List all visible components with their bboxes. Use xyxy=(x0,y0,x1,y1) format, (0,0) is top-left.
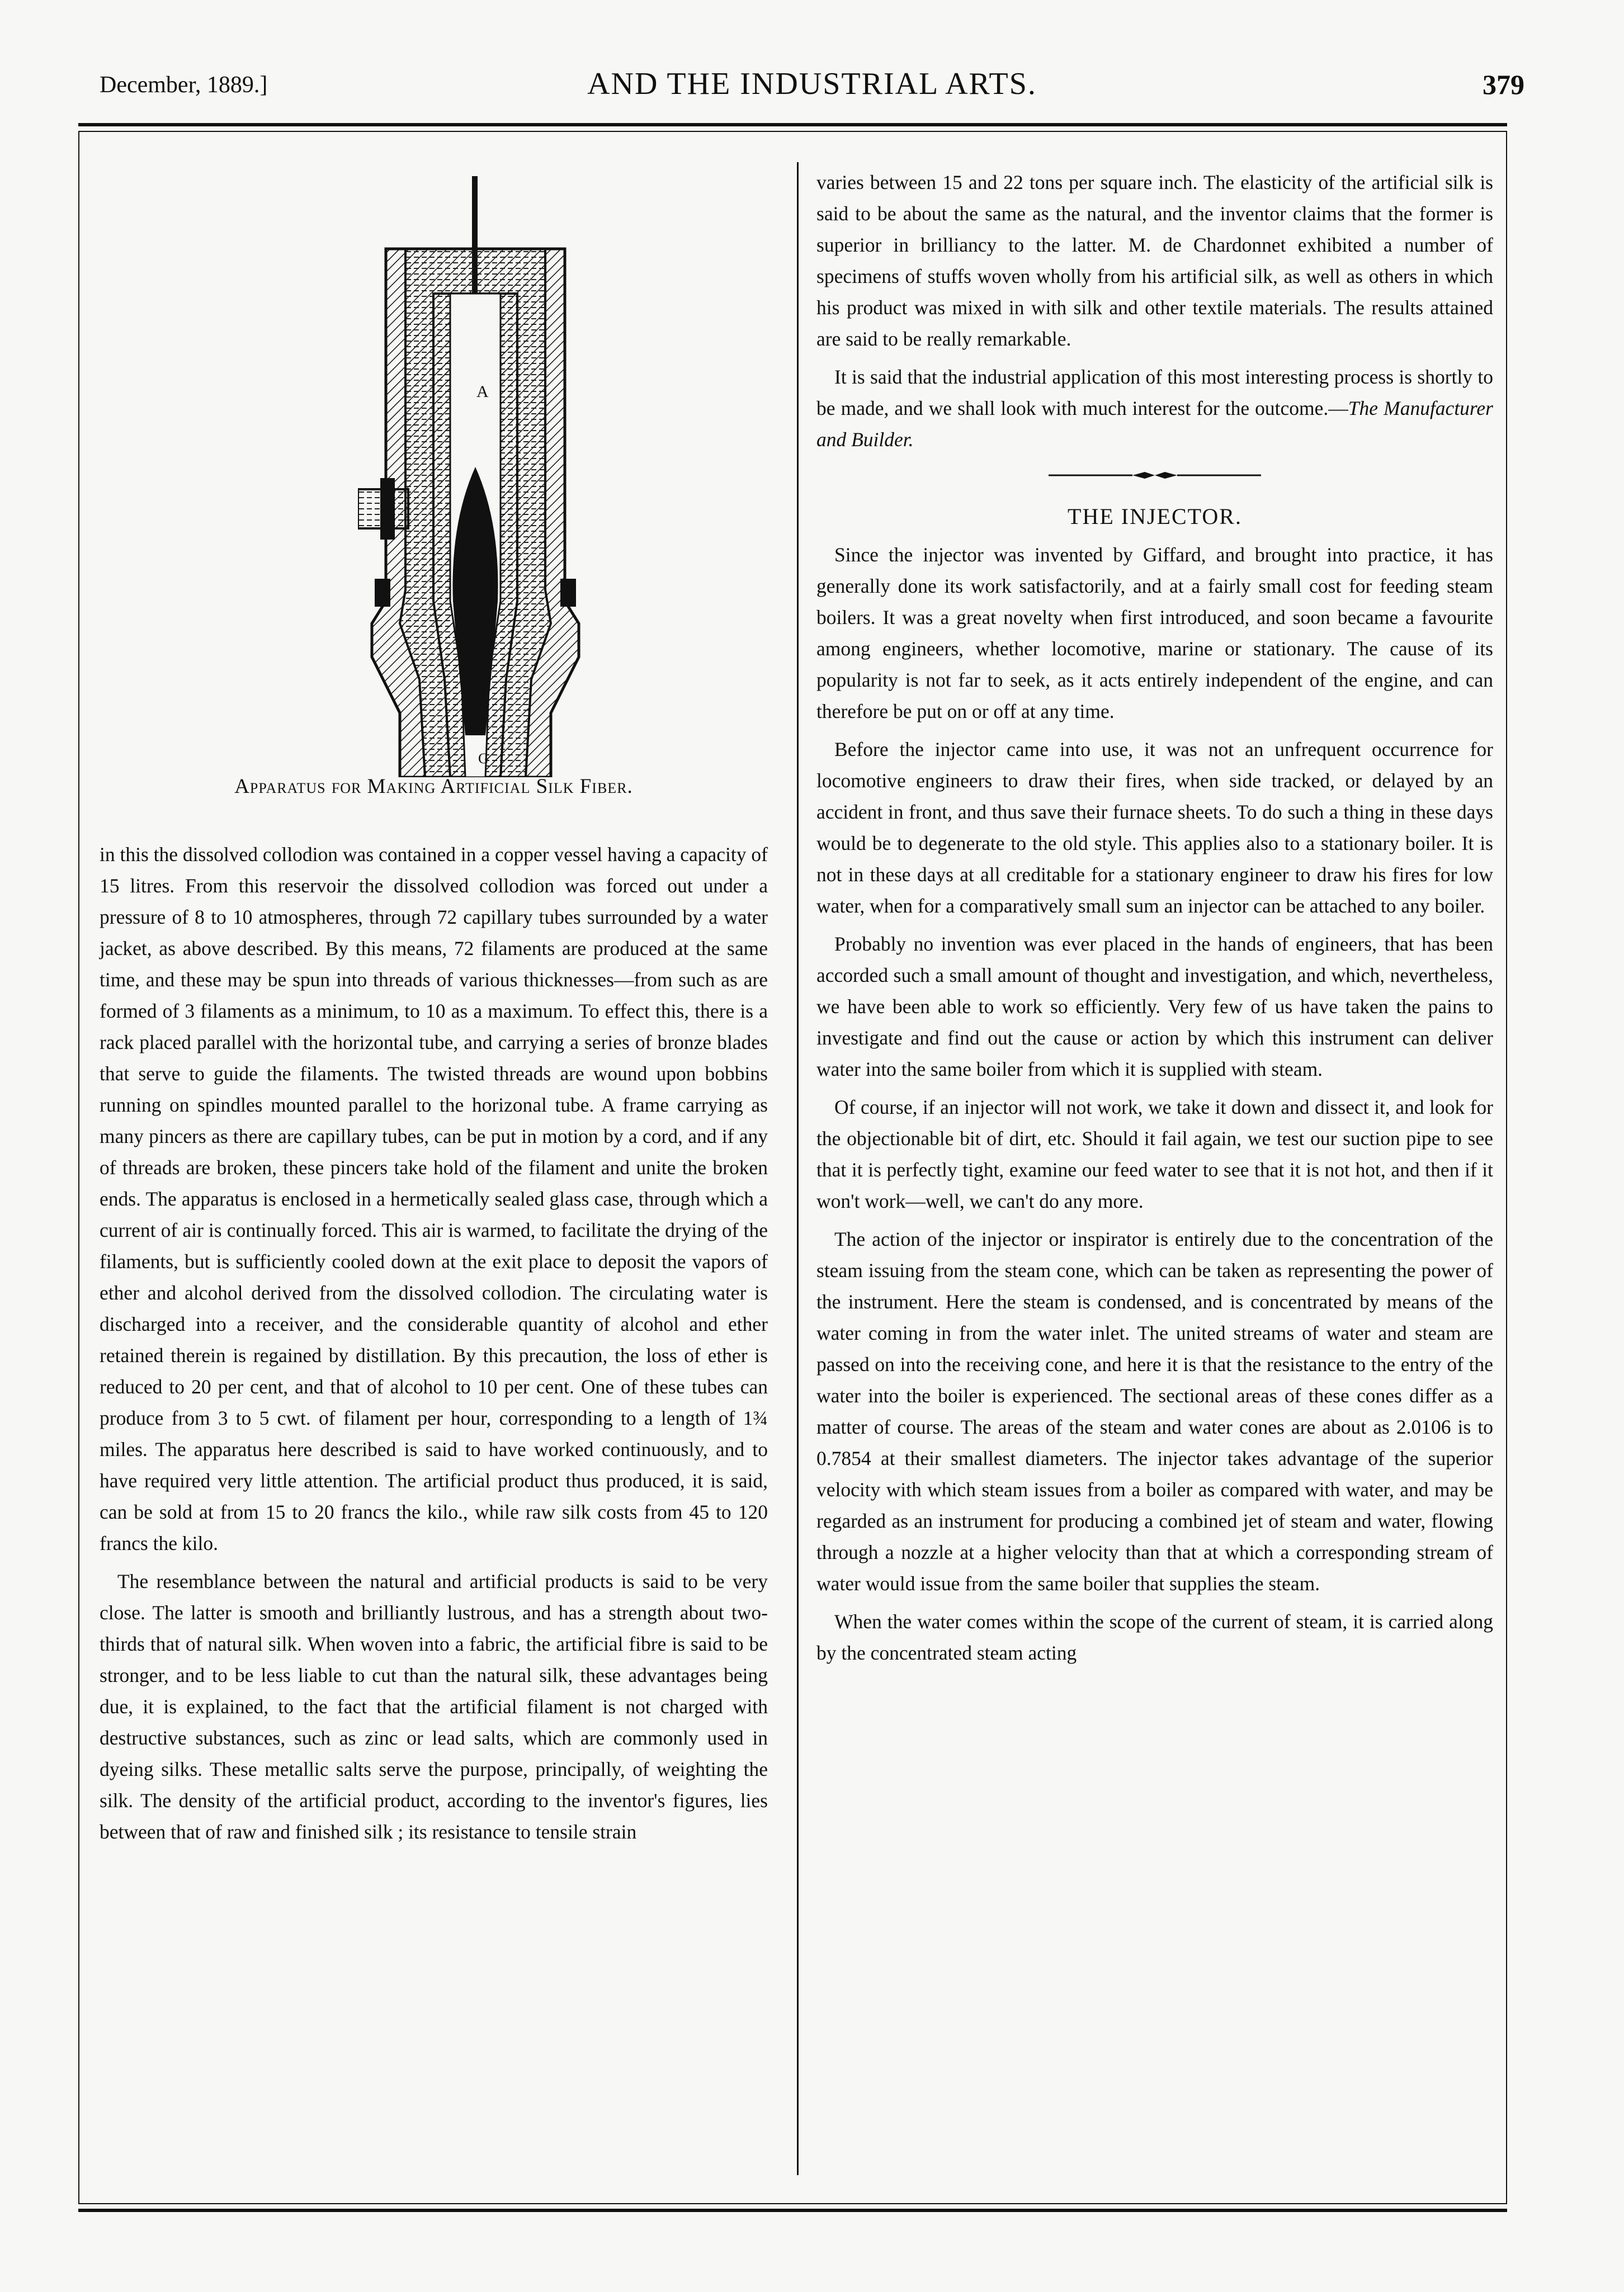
top-rule-thick xyxy=(78,123,1507,126)
figure-caption: Apparatus for Making Artificial Silk Fiber. xyxy=(234,775,633,798)
page-number: 379 xyxy=(1483,69,1524,100)
apparatus-illustration xyxy=(358,176,593,777)
paragraph: varies between 15 and 22 tons per square inch. The elasticity of the artificial silk is said to be about the same as the natural, and the inventor claims that the former is superior in brilliancy to the latter. M. de Chardonnet exhibited a number of specimens of stuffs woven wholly from his artificial silk, as well as others in which his product was mixed in with silk and other textile materials. The results attained are said to be really remarkable. xyxy=(816,171,1493,350)
paragraph: in this the dissolved collodion was contained in a copper vessel having a capacity of 15 litres. From this reservoir the dissolved collodion was forced out under a pressure of 8 to 10 atmospheres, through 72 capillary tubes surrounded by a water jacket, as above described. By this means, 72 filaments are produced at the same time, and these may be spun into threads of various thicknesses—from such as are formed of 3 filaments as a minimum, to 10 as a maximum. To effect this, there is a rack placed parallel with the horizontal tube, and carrying a series of bronze blades that serve to guide the filaments. The twisted threads are wound upon bobbins running on spindles mounted parallel to the horizonal tube. A frame carrying as many pincers as there are capillary tubes, can be put in motion by a cord, and if any of threads are broken, these pincers take hold of the filament and unite the broken ends. The apparatus is enclosed in a hermetically sealed glass case, through which a current of air is continually forced. This air is warmed, to facilitate the drying of the filaments, but is sufficiently cooled down at the exit place to deposit the vapors of ether and alcohol derived from the dissolved collodion. The circulating water is discharged into a receiver, and the considerable quantity of alcohol and ether retained therein is regained by distillation. By this precaution, the loss of ether is reduced to 20 per cent, and that of alcohol to 10 per cent. One of these tubes can produce from 3 to 5 cwt. of filament per hour, corresponding to a length of 1¾ miles. The apparatus here described is said to have worked continuously, and to have required very little attention. The artificial product thus produced, it is said, can be sold at from 15 to 20 francs the kilo., while raw silk costs from 45 to 120 francs the kilo. xyxy=(100,843,768,1554)
section-ornament xyxy=(1049,470,1261,481)
label-a: A xyxy=(476,382,489,401)
paragraph: Before the injector came into use, it was not an unfrequent occurrence for locomotive engineers to draw their fires, when side tracked, or delayed by an accident in front, and thus save their furnace sheets. To do such a thing in these days would be to degenerate to the old style. This applies also to a stationary boiler. It is not in these days at all creditable for a stationary engineer to draw his fires for low water, when for a comparatively small sum an injector can be attached to any boiler. xyxy=(816,738,1493,917)
label-g: G xyxy=(478,750,489,767)
top-rule-thin xyxy=(78,131,1507,132)
left-bolt xyxy=(375,579,390,607)
column-divider xyxy=(797,162,799,2175)
source-citation: The Manufacturer and Builder. xyxy=(816,397,1494,451)
side-flange xyxy=(380,478,395,540)
right-bolt xyxy=(560,579,576,607)
paragraph: Since the injector was invented by Giffard, and brought into practice, it has generally done its work satisfactorily, and at a fairly small cost for feeding steam boilers. It was a great novelty when first introduced, and soon became a favourite among engineers, whether locomotive, marine or stationary. The cause of its popularity is not far to seek, as it acts entirely independent of the engine, and can therefore be put on or off at any time. xyxy=(816,544,1493,722)
bottom-rule-thin xyxy=(78,2203,1507,2204)
paragraph: The action of the injector or inspirator is entirely due to the concentration of the steam issuing from the steam cone, which can be taken as representing the power of the instrument. Here the steam is condensed, and is concentrated by means of the water coming in from the water inlet. The united streams of water and steam are passed on into the receiving cone, and here it is that the resistance to the entry of the water into the boiler is experienced. The sectional areas of these cones differ as a matter of course. The areas of the steam and water cones are about as 2.0106 is to 0.7854 at their smallest diameters. The injector takes advantage of the superior velocity with which steam issues from a boiler as compared with water, and may be regarded as an instrument for producing a combined jet of steam and water, flowing through a nozzle at a higher velocity than that at which a corresponding stream of water would issue from the same boiler that supplies the steam. xyxy=(816,1228,1493,1595)
paragraph-with-citation xyxy=(816,361,1493,455)
left-column xyxy=(100,839,768,1854)
section-title: THE INJECTOR. xyxy=(1068,504,1242,529)
page-header xyxy=(100,66,1524,105)
right-column xyxy=(816,167,1493,1675)
paragraph: When the water comes within the scope of the current of steam, it is carried along by the concentrated steam acting xyxy=(816,1610,1493,1664)
right-border xyxy=(1506,132,1507,2203)
paragraph-text: It is said that the industrial application of this most interesting process is shortly to be made, and we shall look with much interest for the outcome.— xyxy=(816,366,1493,419)
paragraph: Of course, if an injector will not work, we take it down and dissect it, and look for the objectionable bit of dirt, etc. Should it fail again, we test our suction pipe to see that it is perfectly tight, examine our feed water to see that it is not hot, and then if it won't work—well, we can't do any more. xyxy=(816,1096,1493,1212)
paragraph: Probably no invention was ever placed in the hands of engineers, that has been accorded such a small amount of thought and investigation, and which, nevertheless, we have been able to work so efficiently. Very few of us have taken the pains to investigate and find out the cause or action by which this instrument can deliver water into the same boiler from which it is supplied with steam. xyxy=(816,933,1493,1080)
paragraph: The resemblance between the natural and artificial products is said to be very close. The latter is smooth and brilliantly lustrous, and has a strength about two-thirds that of natural silk. When woven into a fabric, the artificial fibre is said to be stronger, and to be less liable to cut than the natural silk, these advantages being due, it is explained, to the fact that the artificial filament is not charged with destructive substances, such as zinc or lead salts, which are commonly used in dyeing silks. These metallic salts serve the purpose, principally, of weighting the silk. The density of the artificial product, according to the inventor's figures, lies between that of raw and finished silk ; its resistance to tensile strain xyxy=(100,1570,768,1843)
bottom-rule-thick xyxy=(78,2209,1507,2212)
left-border xyxy=(78,132,79,2203)
header-date: December, 1889.] xyxy=(100,72,268,98)
running-title: AND THE INDUSTRIAL ARTS. xyxy=(587,67,1037,101)
